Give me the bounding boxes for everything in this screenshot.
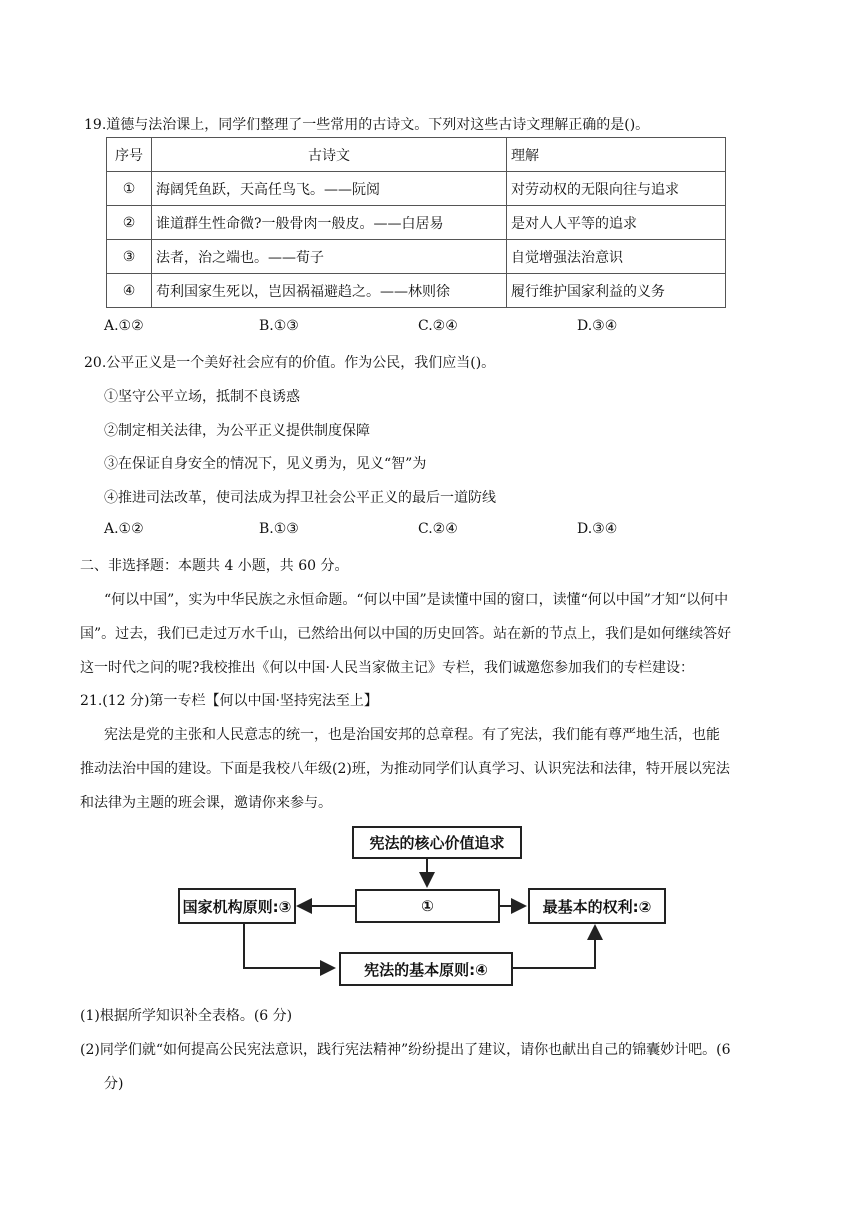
q21-sub2-line2: 分) <box>104 1076 124 1092</box>
q20-item: ②制定相关法律，为公平正义提供制度保障 <box>104 423 370 439</box>
table-cell-poem: 谁道群生性命微?一般骨肉一般皮。——白居易 <box>152 206 507 240</box>
diagram-bottom-box: 宪法的基本原则:④ <box>339 952 513 986</box>
q19-option-b: B.①③ <box>259 318 299 334</box>
q20-item: ④推进司法改革，使司法成为捍卫社会公平正义的最后一道防线 <box>104 490 496 506</box>
table-cell-understanding: 履行维护国家利益的义务 <box>507 274 726 308</box>
table-cell-understanding: 对劳动权的无限向往与追求 <box>507 172 726 206</box>
diagram-center-box: ① <box>355 889 500 923</box>
section2-intro-line: 国”。过去，我们已走过万水千山，已然给出何以中国的历史回答。站在新的节点上，我们是如何继续答好 <box>80 626 732 642</box>
table-cell-index: ② <box>107 206 152 240</box>
q19-option-a: A.①② <box>104 318 144 334</box>
q21-title: 21.(12 分)第一专栏【何以中国·坚持宪法至上】 <box>80 693 378 709</box>
table-cell-index: ③ <box>107 240 152 274</box>
table-cell-index: ④ <box>107 274 152 308</box>
table-header-poem: 古诗文 <box>152 138 507 172</box>
table-cell-understanding: 是对人人平等的追求 <box>507 206 726 240</box>
diagram-left-box: 国家机构原则:③ <box>178 888 296 924</box>
table-header-understanding: 理解 <box>507 138 726 172</box>
section2-heading: 二、非选择题：本题共 4 小题，共 60 分。 <box>80 558 349 574</box>
q21-para-line: 和法律为主题的班会课，邀请你来参与。 <box>80 795 332 811</box>
q19-option-c: C.②④ <box>418 318 458 334</box>
section2-intro-line: “何以中国”，实为中华民族之永恒命题。“何以中国”是读懂中国的窗口，读懂“何以中国”才知“以何中 <box>104 592 729 608</box>
table-cell-index: ① <box>107 172 152 206</box>
diagram-top-box: 宪法的核心价值追求 <box>352 826 522 859</box>
q20-option-b: B.①③ <box>259 521 299 537</box>
q21-para-line: 宪法是党的主张和人民意志的统一，也是治国安邦的总章程。有了宪法，我们能有尊严地生活，也能 <box>104 727 720 743</box>
section2-intro-line: 这一时代之问的呢?我校推出《何以中国·人民当家做主记》专栏，我们诚邀您参加我们的专栏建设： <box>80 660 694 676</box>
q19-stem: 19.道德与法治课上，同学们整理了一些常用的古诗文。下列对这些古诗文理解正确的是()。 <box>84 117 650 133</box>
table-cell-poem: 海阔凭鱼跃，天高任鸟飞。——阮阅 <box>152 172 507 206</box>
q21-sub1: (1)根据所学知识补全表格。(6 分) <box>80 1008 293 1024</box>
q21-sub2-line1: (2)同学们就“如何提高公民宪法意识，践行宪法精神”纷纷提出了建议，请你也献出自己的锦囊妙计吧。(6 <box>80 1042 731 1058</box>
q20-stem: 20.公平正义是一个美好社会应有的价值。作为公民，我们应当()。 <box>84 355 496 371</box>
q20-item: ③在保证自身安全的情况下，见义勇为，见义“智”为 <box>104 456 427 472</box>
table-header-index: 序号 <box>107 138 152 172</box>
q20-option-a: A.①② <box>104 521 144 537</box>
table-cell-understanding: 自觉增强法治意识 <box>507 240 726 274</box>
q21-para-line: 推动法治中国的建设。下面是我校八年级(2)班，为推动同学们认真学习、认识宪法和法律，特开展以宪法 <box>80 761 730 777</box>
q20-option-c: C.②④ <box>418 521 458 537</box>
q20-item: ①坚守公平立场，抵制不良诱惑 <box>104 389 300 405</box>
diagram-right-box: 最基本的权利:② <box>528 888 666 924</box>
table-cell-poem: 苟利国家生死以，岂因祸福避趋之。——林则徐 <box>152 274 507 308</box>
q20-option-d: D.③④ <box>577 521 618 537</box>
table-cell-poem: 法者，治之端也。——荀子 <box>152 240 507 274</box>
q19-option-d: D.③④ <box>577 318 618 334</box>
